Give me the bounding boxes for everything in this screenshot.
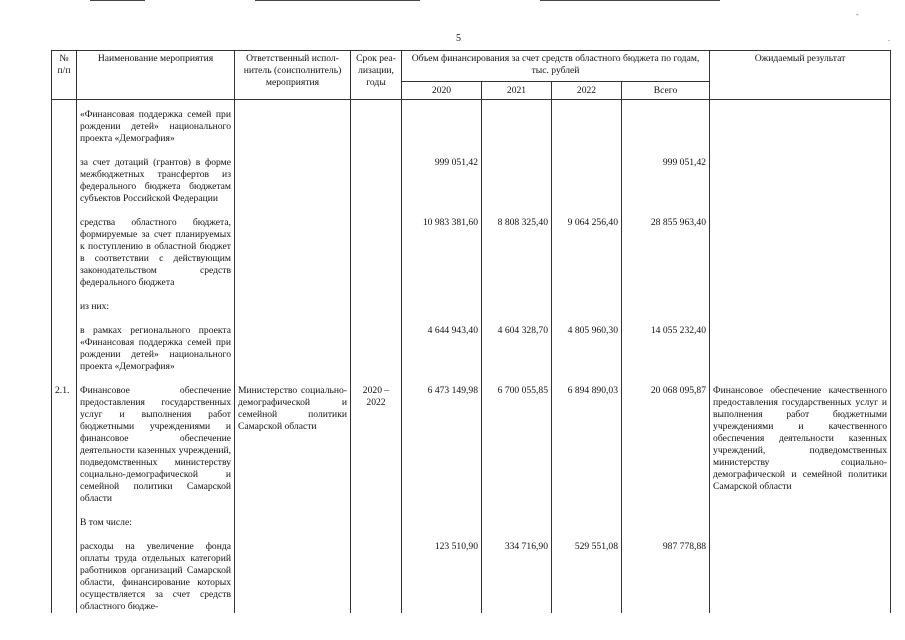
total-header: Всего <box>622 82 710 100</box>
row-term: 2020 – 2022 <box>351 385 402 505</box>
row-total: 20 068 095,87 <box>622 385 710 505</box>
row-2021 <box>482 301 552 313</box>
row-name: средства областного бюджета, формируемые за счет планируемых к поступлению в областной бюджет в соответствии с действующим законодательством средств федерального бюджета <box>77 217 235 289</box>
row-2022 <box>552 157 622 205</box>
page-number: 5 <box>456 33 461 44</box>
col-term-header: Срок реа-лизации, годы <box>351 51 402 100</box>
row-result <box>710 517 891 529</box>
col-result-header: Ожидаемый результат <box>710 51 891 100</box>
row-2020: 999 051,42 <box>402 157 482 205</box>
table-row <box>52 541 891 613</box>
row-term <box>351 325 402 373</box>
row-num <box>52 541 77 613</box>
row-2021 <box>482 157 552 205</box>
scan-mark: - <box>856 10 859 19</box>
row-2022: 529 551,08 <box>552 541 622 613</box>
row-2022: 9 064 256,40 <box>552 217 622 289</box>
row-term <box>351 100 402 146</box>
scan-dot: . <box>888 34 890 43</box>
col-num-header: № п/п <box>52 51 77 100</box>
row-2021: 334 716,90 <box>482 541 552 613</box>
row-result <box>710 217 891 289</box>
table-row <box>52 157 891 205</box>
row-responsible <box>235 217 351 289</box>
row-responsible <box>235 301 351 313</box>
year-2020-header: 2020 <box>402 82 482 100</box>
table-row <box>52 517 891 529</box>
header-row <box>52 51 891 82</box>
row-name: В том числе: <box>77 517 235 529</box>
row-responsible <box>235 100 351 146</box>
year-2022-header: 2022 <box>552 82 622 100</box>
row-2022: 4 805 960,30 <box>552 325 622 373</box>
row-num <box>52 217 77 289</box>
row-result <box>710 301 891 313</box>
row-result <box>710 325 891 373</box>
row-2020: 10 983 381,60 <box>402 217 482 289</box>
row-name: из них: <box>77 301 235 313</box>
row-responsible <box>235 157 351 205</box>
row-total <box>622 517 710 529</box>
row-2022 <box>552 517 622 529</box>
row-term <box>351 217 402 289</box>
row-2021 <box>482 517 552 529</box>
row-2020: 6 473 149,98 <box>402 385 482 505</box>
row-total: 14 055 232,40 <box>622 325 710 373</box>
row-total <box>622 100 710 146</box>
table-row <box>52 100 891 146</box>
row-2020: 4 644 943,40 <box>402 325 482 373</box>
row-num <box>52 157 77 205</box>
row-name: за счет дотаций (грантов) в форме межбюджетных трансфертов из федерального бюджета бюджетам субъектов Российской Федерации <box>77 157 235 205</box>
table-row <box>52 217 891 289</box>
row-term <box>351 157 402 205</box>
table-row <box>52 325 891 373</box>
row-2022 <box>552 301 622 313</box>
row-total: 987 778,88 <box>622 541 710 613</box>
row-2020 <box>402 100 482 146</box>
row-result <box>710 541 891 613</box>
row-num <box>52 325 77 373</box>
row-2020 <box>402 301 482 313</box>
top-rule-left <box>90 0 145 1</box>
top-rule-right <box>540 0 720 1</box>
program-table <box>51 50 891 613</box>
col-funding-header: Объем финансирования за счет средств областного бюджета по годам, тыс. рублей <box>402 51 710 82</box>
row-responsible <box>235 541 351 613</box>
table-row <box>52 301 891 313</box>
row-2020: 123 510,90 <box>402 541 482 613</box>
table-row <box>52 385 891 505</box>
row-2022: 6 894 890,03 <box>552 385 622 505</box>
col-responsible-header: Ответственный испол-нитель (соисполнитель) мероприятия <box>235 51 351 100</box>
row-responsible <box>235 325 351 373</box>
row-total: 999 051,42 <box>622 157 710 205</box>
row-responsible: Министерство социально-демографической и семейной политики Самарской области <box>235 385 351 505</box>
row-name: Финансовое обеспечение предоставления государственных услуг и выполнения работ бюджетными учреждениями и финансовое обеспечение деятельности казенных учреждений, подведомственных министерству социально-демографической и семейной политики Самарской области <box>77 385 235 505</box>
top-rule-middle <box>255 0 420 1</box>
row-total: 28 855 963,40 <box>622 217 710 289</box>
row-responsible <box>235 517 351 529</box>
row-num <box>52 517 77 529</box>
row-result <box>710 157 891 205</box>
row-2022 <box>552 100 622 146</box>
row-num <box>52 100 77 146</box>
row-term <box>351 301 402 313</box>
row-2021: 4 604 328,70 <box>482 325 552 373</box>
row-name: в рамках регионального проекта «Финансовая поддержка семей при рождении детей» национального проекта «Демография» <box>77 325 235 373</box>
row-name: расходы на увеличение фонда оплаты труда отдельных категорий работников организаций Самарской области, финансирование которых осуществляется за счет средств областного бюдже- <box>77 541 235 613</box>
row-result <box>710 100 891 146</box>
row-total <box>622 301 710 313</box>
row-term <box>351 541 402 613</box>
row-term <box>351 517 402 529</box>
row-2021: 6 700 055,85 <box>482 385 552 505</box>
row-result: Финансовое обеспечение качественного предоставления государственных услуг и выполнения работ бюджетными учреждениями и качественного обеспечения деятельности казенных учреждений, подведомственных министерству социально-демографической и семейной политики Самарской области <box>710 385 891 505</box>
row-2021 <box>482 100 552 146</box>
row-name: «Финансовая поддержка семей при рождении детей» национального проекта «Демография» <box>77 100 235 146</box>
row-num <box>52 301 77 313</box>
year-2021-header: 2021 <box>482 82 552 100</box>
row-2020 <box>402 517 482 529</box>
col-name-header: Наименование мероприятия <box>77 51 235 100</box>
row-num: 2.1. <box>52 385 77 505</box>
row-2021: 8 808 325,40 <box>482 217 552 289</box>
